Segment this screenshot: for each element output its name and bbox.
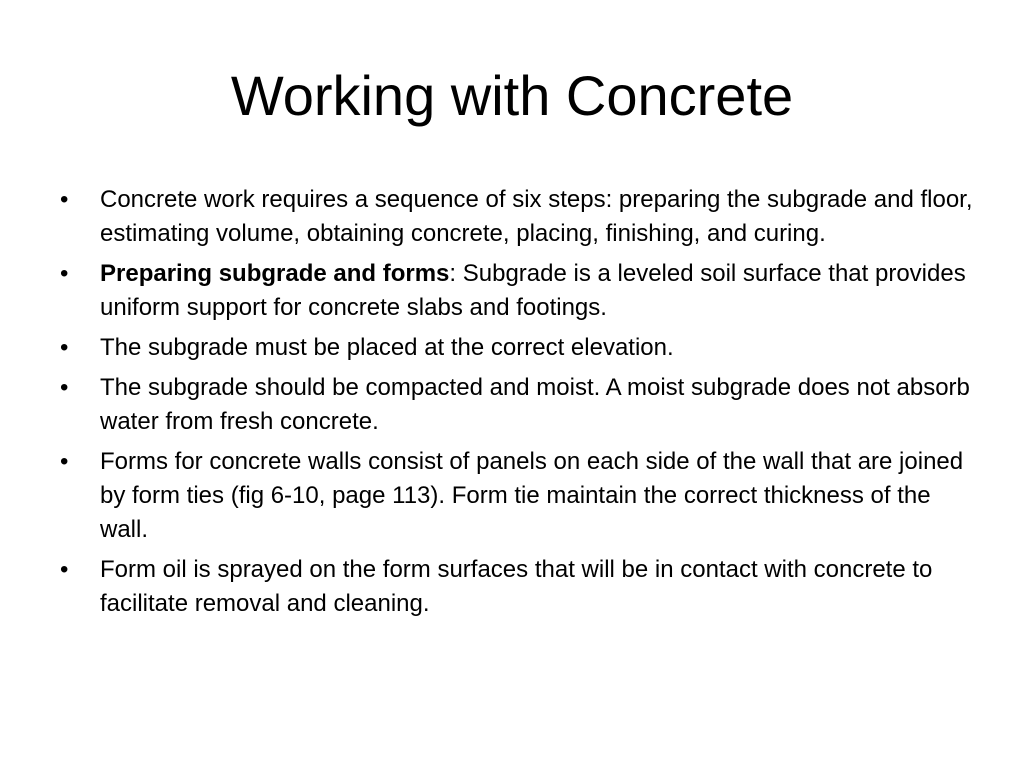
- bullet-text: Form oil is sprayed on the form surfaces that will be in contact with concrete to facilitate removal and cleaning.: [100, 556, 933, 617]
- bullet-item-elevation: [56, 331, 976, 365]
- bullet-lead-bold: Preparing subgrade and forms: [100, 260, 450, 287]
- bullet-dot-icon: •: [60, 334, 69, 361]
- bullet-item-form-oil: [56, 553, 976, 621]
- slide-title: Working with Concrete: [230, 64, 794, 127]
- bullet-text: Forms for concrete walls consist of panels on each side of the wall that are joined by form ties (fig 6-10, page 113). Form tie maintain the correct thickness of the wall.: [100, 448, 964, 543]
- bullet-text: The subgrade must be placed at the correct elevation.: [100, 334, 674, 361]
- bullet-text: : Subgrade is a leveled soil surface that provides uniform support for concrete slabs and footings.: [100, 260, 966, 321]
- bullet-item-preparing: [56, 257, 976, 325]
- bullet-list: [56, 183, 976, 627]
- bullet-dot-icon: •: [60, 186, 69, 213]
- bullet-text: Concrete work requires a sequence of six steps: preparing the subgrade and floor, estimating volume, obtaining concrete, placing, finishing, and curing.: [100, 186, 973, 247]
- bullet-text: The subgrade should be compacted and moist. A moist subgrade does not absorb water from fresh concrete.: [100, 374, 970, 435]
- bullet-item-forms: [56, 445, 976, 547]
- bullet-dot-icon: •: [60, 260, 69, 287]
- bullet-dot-icon: •: [60, 556, 69, 583]
- bullet-item-compacted: [56, 371, 976, 439]
- bullet-item-sequence: [56, 183, 976, 251]
- bullet-dot-icon: •: [60, 374, 69, 401]
- bullet-dot-icon: •: [60, 448, 69, 475]
